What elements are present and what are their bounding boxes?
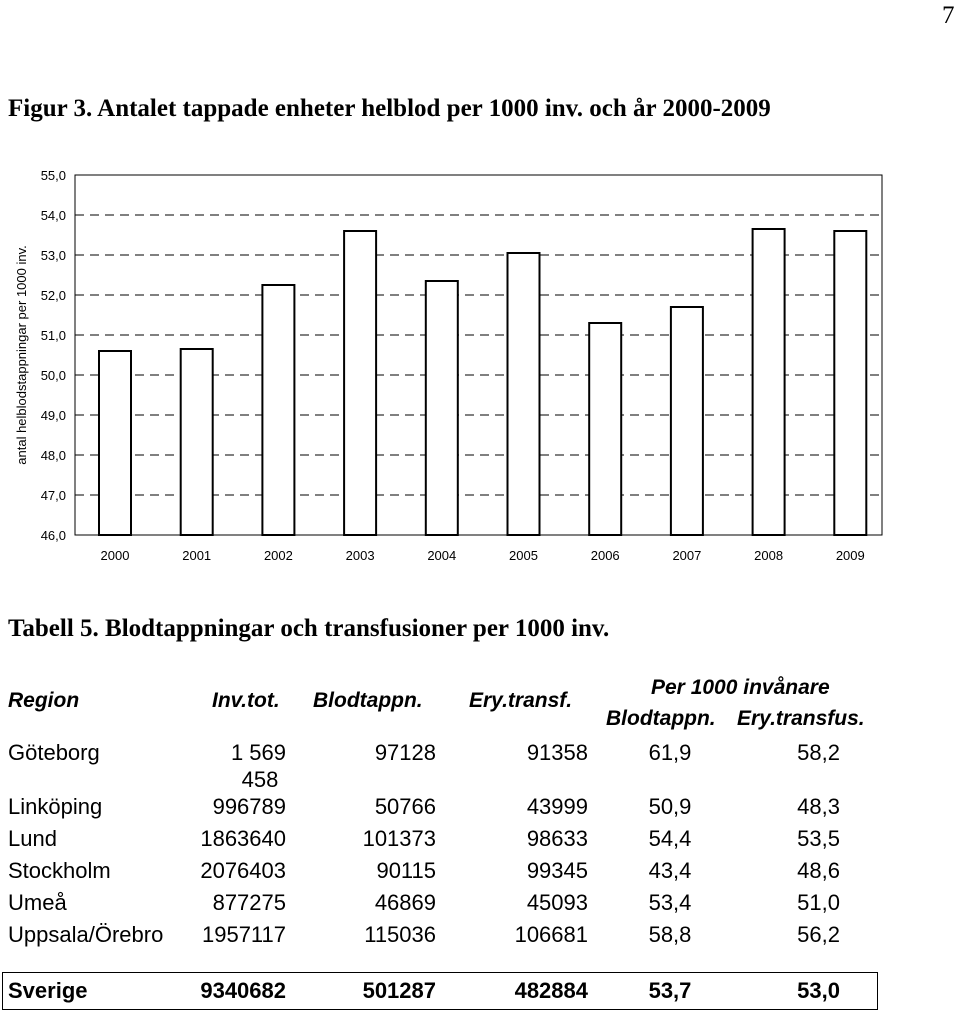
figure-title: Figur 3. Antalet tappade enheter helblod per 1000 inv. och år 2000-2009 xyxy=(8,95,771,122)
header-per-ery-transfus: Ery.transfus. xyxy=(737,707,865,730)
row-inv: 996789 xyxy=(212,794,286,819)
row-blodtappn: 101373 xyxy=(362,826,436,851)
y-tick-label: 49,0 xyxy=(40,408,66,423)
total-per-blod: 53,7 xyxy=(648,978,692,1003)
row-per-blod: 53,4 xyxy=(648,890,692,915)
bar-2008 xyxy=(753,229,785,535)
y-tick-labels xyxy=(41,168,66,543)
row-ery-transf: 43999 xyxy=(526,794,588,819)
row-ery-transf: 45093 xyxy=(526,890,588,915)
row-per-blod: 50,9 xyxy=(648,794,692,819)
row-per-blod: 58,8 xyxy=(648,922,692,947)
bar-2007 xyxy=(671,307,703,535)
total-per-ery: 53,0 xyxy=(797,978,840,1003)
header-ery-transf: Ery.transf. xyxy=(469,689,573,712)
row-blodtappn: 50766 xyxy=(374,794,436,819)
row-per-ery: 53,5 xyxy=(797,826,840,851)
row-blodtappn: 46869 xyxy=(374,890,436,915)
y-axis-label: antal helblodstappningar per 1000 inv. xyxy=(14,245,29,465)
x-tick-label: 2009 xyxy=(835,548,865,563)
row-inv: 877275 xyxy=(212,890,286,915)
x-tick-label: 2000 xyxy=(100,548,130,563)
row-ery-transf: 98633 xyxy=(526,826,588,851)
y-tick-label: 47,0 xyxy=(40,488,66,503)
row-per-ery: 48,6 xyxy=(797,858,840,883)
bar-2009 xyxy=(834,231,866,535)
header-per-1000: Per 1000 invånare xyxy=(651,676,830,699)
row-region: Göteborg xyxy=(8,740,100,765)
row-ery-transf: 106681 xyxy=(514,922,588,947)
x-tick-label: 2003 xyxy=(345,548,375,563)
y-tick-label: 48,0 xyxy=(40,448,66,463)
bar-2001 xyxy=(181,349,213,535)
header-inv-tot: Inv.tot. xyxy=(212,689,280,712)
y-tick-label: 53,0 xyxy=(40,248,66,263)
row-region: Stockholm xyxy=(8,858,111,883)
page-number: 7 xyxy=(942,2,955,29)
header-blodtappn: Blodtappn. xyxy=(313,689,423,712)
bar-2006 xyxy=(589,323,621,535)
bar-2005 xyxy=(508,253,540,535)
bar-2002 xyxy=(262,285,294,535)
y-tick-label: 46,0 xyxy=(40,528,66,543)
row-inv: 1957117 xyxy=(201,922,286,947)
bar-2003 xyxy=(344,231,376,535)
row-inv: 2076403 xyxy=(200,858,286,883)
row-region: Umeå xyxy=(8,890,67,915)
bar-2000 xyxy=(99,351,131,535)
x-tick-label: 2005 xyxy=(509,548,538,563)
row-per-blod: 54,4 xyxy=(648,826,692,851)
row-inv-line2: 458 xyxy=(241,767,279,792)
row-inv-line1: 1 569 xyxy=(230,740,286,765)
row-per-ery: 48,3 xyxy=(797,794,840,819)
row-blodtappn: 97128 xyxy=(374,740,436,765)
bar-2004 xyxy=(426,281,458,535)
total-ery-transf: 482884 xyxy=(514,978,588,1003)
row-per-ery: 56,2 xyxy=(797,922,840,947)
row-blodtappn: 115036 xyxy=(364,922,436,947)
x-tick-label: 2007 xyxy=(672,548,702,563)
header-region: Region xyxy=(8,689,80,712)
x-tick-label: 2002 xyxy=(263,548,293,563)
total-inv: 9340682 xyxy=(200,978,286,1003)
header-per-blodtappn: Blodtappn. xyxy=(606,707,716,730)
bar-chart xyxy=(0,150,960,590)
bars xyxy=(99,229,866,535)
x-tick-label: 2008 xyxy=(754,548,784,563)
total-region: Sverige xyxy=(8,978,88,1003)
row-region: Linköping xyxy=(8,794,103,819)
row-per-ery: 58,2 xyxy=(797,740,840,765)
row-per-ery: 51,0 xyxy=(797,890,840,915)
row-ery-transf: 99345 xyxy=(526,858,588,883)
row-per-blod: 61,9 xyxy=(648,740,692,765)
total-row-box xyxy=(2,972,878,1010)
x-tick-label: 2006 xyxy=(590,548,620,563)
row-region: Lund xyxy=(8,826,57,851)
row-ery-transf: 91358 xyxy=(526,740,588,765)
x-tick-label: 2004 xyxy=(427,548,457,563)
y-tick-label: 50,0 xyxy=(40,368,66,383)
row-region: Uppsala/Örebro xyxy=(8,922,164,947)
total-blodtappn: 501287 xyxy=(362,978,436,1003)
row-per-blod: 43,4 xyxy=(648,858,692,883)
y-tick-label: 52,0 xyxy=(40,288,66,303)
x-tick-labels xyxy=(101,548,865,563)
y-tick-label: 54,0 xyxy=(40,208,66,223)
row-inv: 1863640 xyxy=(200,826,286,851)
table-title: Tabell 5. Blodtappningar och transfusioner per 1000 inv. xyxy=(8,615,610,642)
x-tick-label: 2001 xyxy=(182,548,212,563)
y-tick-label: 51,0 xyxy=(40,328,66,343)
row-blodtappn: 90115 xyxy=(376,858,436,883)
y-tick-label: 55,0 xyxy=(40,168,66,183)
